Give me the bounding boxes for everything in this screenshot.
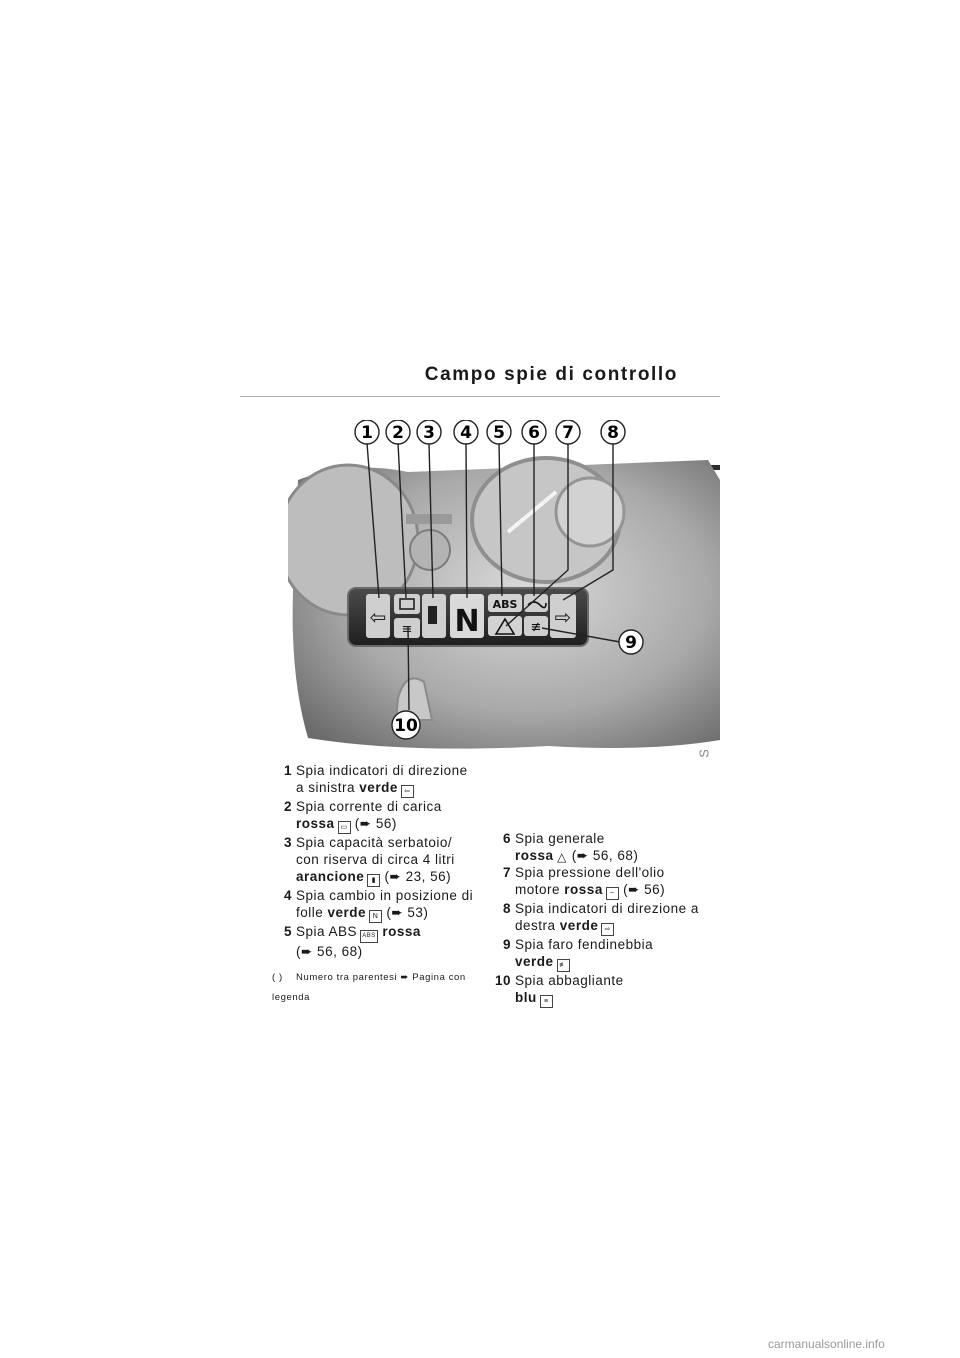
- callout-2: 2: [392, 423, 404, 443]
- legend-item-refs: (➨ 56, 68): [571, 848, 639, 863]
- legend-item-10: [487, 972, 702, 1008]
- fuel-icon: [428, 606, 437, 624]
- callout-5: 5: [493, 423, 505, 443]
- legend-item-4: [268, 887, 478, 923]
- callout-9: 9: [625, 633, 637, 653]
- legend-item-text: Spia faro fendinebbia: [515, 937, 654, 952]
- warning-triangle-icon: △: [557, 850, 567, 864]
- legend-item-text: Spia cambio in posizione di folle: [296, 888, 474, 920]
- legend-item-refs: (➨ 56): [623, 882, 666, 897]
- legend-item-text: Spia indicatori di direzione a destra: [515, 901, 699, 933]
- legend-item-text: Spia abbagliante: [515, 973, 624, 988]
- fog-light-icon: ≢: [530, 620, 542, 635]
- fog-light-icon: ≢: [557, 959, 570, 972]
- legend-item-color: rossa: [564, 882, 603, 897]
- legend-item-color: blu: [515, 990, 537, 1005]
- legend-item-number: 10: [494, 973, 511, 988]
- legend-item-refs: (➨ 56): [354, 816, 397, 831]
- callout-8: 8: [607, 423, 619, 443]
- ignition-lock: [410, 530, 450, 570]
- legend-item-number: 1: [283, 763, 292, 778]
- legend-item-number: 5: [283, 924, 292, 939]
- legend-item-text: Spia corrente di carica: [296, 799, 442, 814]
- legend-item-8: [487, 900, 702, 936]
- legend-item-color: verde: [559, 918, 599, 933]
- legend-item-text: Spia generale: [515, 831, 605, 846]
- legend-item-2: [268, 798, 478, 834]
- callout-1: 1: [361, 423, 373, 443]
- digital-display: [406, 514, 452, 524]
- legend-item-number: 3: [283, 835, 292, 850]
- battery-light: [394, 594, 420, 614]
- neutral-icon: N: [454, 604, 480, 639]
- legend-item-text: Spia pressione dell'olio motore: [515, 865, 665, 897]
- watermark: carmanualsonline.info: [768, 1337, 885, 1351]
- left-arrow-icon: ⇦: [401, 785, 414, 798]
- footnote-mark: ( ): [272, 972, 283, 983]
- high-beam-icon: ≡: [540, 995, 553, 1008]
- legend-item-5: [268, 923, 478, 960]
- legend-item-number: 7: [502, 865, 511, 880]
- legend-item-refs: (➨ 56, 68): [296, 944, 363, 959]
- callout-7: 7: [562, 423, 574, 443]
- legend-item-color: verde: [515, 954, 554, 969]
- legend-item-color: arancione: [296, 869, 365, 884]
- legend-item-refs: (➨ 23, 56): [384, 869, 452, 884]
- legend-item-refs: (➨ 53): [386, 905, 429, 920]
- legend-item-number: 4: [283, 888, 292, 903]
- rev-counter: [556, 478, 624, 546]
- legend-item-color: rossa: [382, 924, 421, 939]
- legend-item-color: rossa: [515, 848, 554, 863]
- legend-item-text: Spia indicatori di direzione a sinistra: [296, 763, 468, 795]
- legend-item-color: verde: [359, 780, 398, 795]
- legend-item-7: [487, 864, 702, 900]
- legend-item-1: [268, 762, 478, 798]
- battery-icon: ▭: [338, 821, 351, 834]
- footnote: [272, 968, 482, 1008]
- title-divider: [240, 396, 720, 397]
- legend-right-column: [487, 830, 702, 1008]
- legend-item-text: Spia capacità serbatoio/ con riserva di circa 4 litri: [296, 835, 455, 867]
- legend-item-number: 6: [502, 831, 511, 846]
- abs-icon: ABS: [492, 598, 518, 611]
- legend-item-color: verde: [327, 905, 367, 920]
- high-beam-icon: ≡: [401, 622, 413, 637]
- page-title: Campo spie di controllo: [424, 364, 678, 385]
- fuel-icon: ▮: [367, 874, 380, 887]
- legend-item-6: [487, 830, 702, 864]
- abs-icon: ABS: [360, 930, 378, 943]
- neutral-icon: N: [369, 910, 382, 923]
- warning-light-panel: [348, 588, 588, 646]
- callout-4: 4: [460, 423, 472, 443]
- oil-can-icon: ~: [606, 887, 619, 900]
- legend-item-number: 2: [283, 799, 292, 814]
- callout-10: 10: [394, 716, 418, 736]
- legend-item-number: 8: [502, 901, 511, 916]
- legend-item-number: 9: [502, 937, 511, 952]
- right-arrow-icon: ⇨: [554, 605, 572, 629]
- legend-item-color: rossa: [296, 816, 335, 831]
- callout-3: 3: [423, 423, 435, 443]
- left-arrow-icon: ⇦: [369, 605, 387, 629]
- legend-item-text: Spia ABS: [296, 924, 358, 939]
- instrument-panel-photo: [288, 420, 720, 750]
- right-arrow-icon: ⇨: [601, 923, 614, 936]
- legend-left-column: [268, 762, 478, 960]
- footnote-text: Numero tra parentesi ➨ Pagina con legenda: [272, 972, 466, 1003]
- callout-6: 6: [528, 423, 540, 443]
- legend-item-9: [487, 936, 702, 972]
- legend-item-3: [268, 834, 478, 887]
